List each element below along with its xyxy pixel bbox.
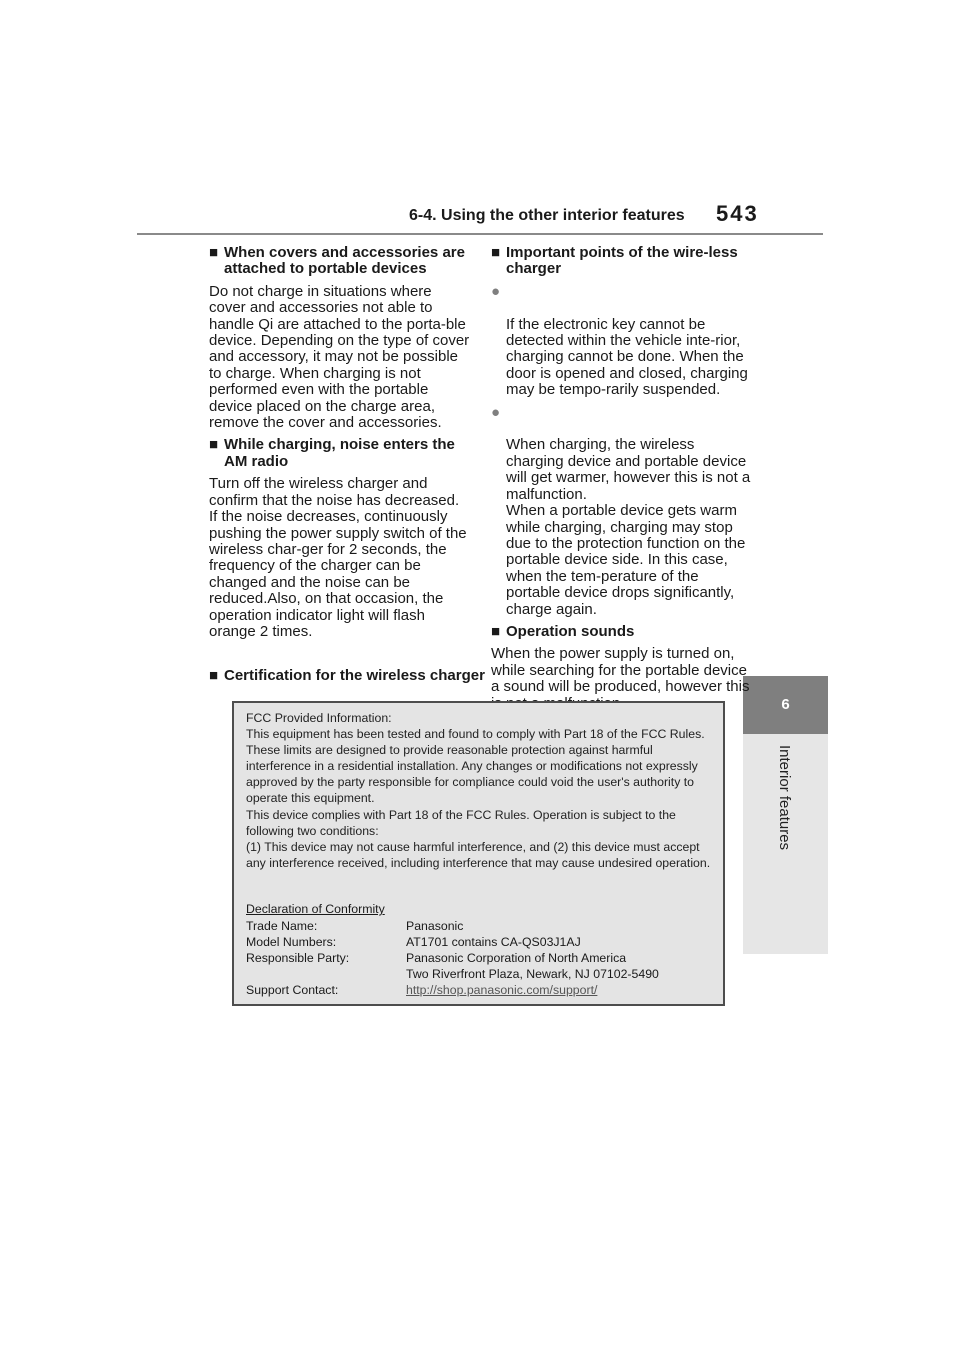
sounds-paragraph: When the power supply is turned on, while searching for the portable device a sound will be produced, however this xyxy=(491,645,750,696)
certification-heading xyxy=(209,667,485,684)
chapter-tab-label: Interior features xyxy=(776,745,793,851)
bullet-text: When charging, the wireless charging device and portable device will get warmer, however this is not a malfunction. When a portable device gets warm while charging, charging may stop due to the protection function on the portable device side. In this case, when the tem-perature of the portable device drops significantly, charge again. xyxy=(506,436,751,618)
model-numbers-label: Model Numbers: xyxy=(246,935,337,949)
heading-square-icon: ■ xyxy=(209,667,219,684)
bullet-dot-icon: ● xyxy=(491,282,501,300)
bullet-text: If the electronic key cannot be detected within the vehicle inte-rior, charging cannot be done. When the door is opened and closed, charging may be tempo-rarily suspended. xyxy=(506,315,748,399)
noise-paragraph: Turn off the wireless charger and confirm that the noise has decreased. If the noise decreases, continuously pushing the power supply switch of the wireless char-ger for 2 seconds, the frequency of the charger can be changed and the noise can be reduced.Also, on that occasion, the operation indicator light will flash orange 2 times. xyxy=(209,475,467,640)
trade-name-label: Trade Name: xyxy=(246,919,318,933)
bullet-dot-icon: ● xyxy=(491,403,501,421)
header-divider xyxy=(137,233,823,235)
covers-paragraph: Do not charge in situations where cover and accessories not able to handle Qi are attached to the porta-ble device. Depending on the type of cover and accessory, it may not be possible to charge. When charging is not performed even with the portable device placed on the charge area, remove the cover and accessories. xyxy=(209,282,470,432)
noise-heading-text: While charging, noise enters the AM radio xyxy=(224,436,455,470)
certification-heading-text: Certification for the wireless charger xyxy=(224,667,485,684)
responsible-party-label: Responsible Party: xyxy=(246,951,350,965)
section-title: 6-4. Using the other interior features xyxy=(409,207,685,224)
left-column xyxy=(209,245,471,646)
responsible-party-value: Panasonic Corporation of North America xyxy=(406,951,627,965)
page-number: 543 xyxy=(716,201,759,226)
sounds-heading xyxy=(491,624,753,640)
model-numbers-value: AT1701 contains CA-QS03J1AJ xyxy=(406,935,581,949)
important-heading-text: Important points of the wire-less charger xyxy=(506,244,738,278)
bullet-item-key xyxy=(491,284,753,399)
heading-square-icon: ■ xyxy=(491,622,501,640)
support-contact-label: Support Contact: xyxy=(246,983,339,997)
chapter-tab-number: 6 xyxy=(743,676,828,734)
noise-heading xyxy=(209,437,471,470)
responsible-party-address: Two Riverfront Plaza, Newark, NJ 07102-5490 xyxy=(406,967,659,981)
support-contact-link[interactable]: http://shop.panasonic.com/support/ xyxy=(406,983,598,997)
covers-heading xyxy=(209,245,471,278)
important-heading xyxy=(491,245,753,278)
trade-name-value: Panasonic xyxy=(406,919,464,933)
covers-heading-text: When covers and accessories are attached to portable devices xyxy=(224,244,465,278)
sounds-heading-text: Operation sounds xyxy=(506,622,635,640)
declaration-title: Declaration of Conformity xyxy=(246,902,385,916)
heading-square-icon: ■ xyxy=(491,244,501,261)
fcc-certification-box xyxy=(232,701,725,1006)
right-column xyxy=(491,245,753,718)
fcc-information-text: FCC Provided Information: This equipment has been tested and found to comply with Part 18 of the FCC Rules. These limits are designed to provide reasonable protection against harmful interference in a residential installation. Any changes or modifications not expressly approved by the party responsible for compliance could void the user's authority to operate this equipment. This device complies with Part 18 of the FCC Rules. Operation is subject to the following two conditions: (1) This device may not cause harmful interference, and (2) this device must accept any interference received, including interference that may cause undesired operation. xyxy=(246,711,711,870)
heading-square-icon: ■ xyxy=(209,436,219,454)
heading-square-icon: ■ xyxy=(209,244,219,261)
bullet-item-warm xyxy=(491,405,753,618)
